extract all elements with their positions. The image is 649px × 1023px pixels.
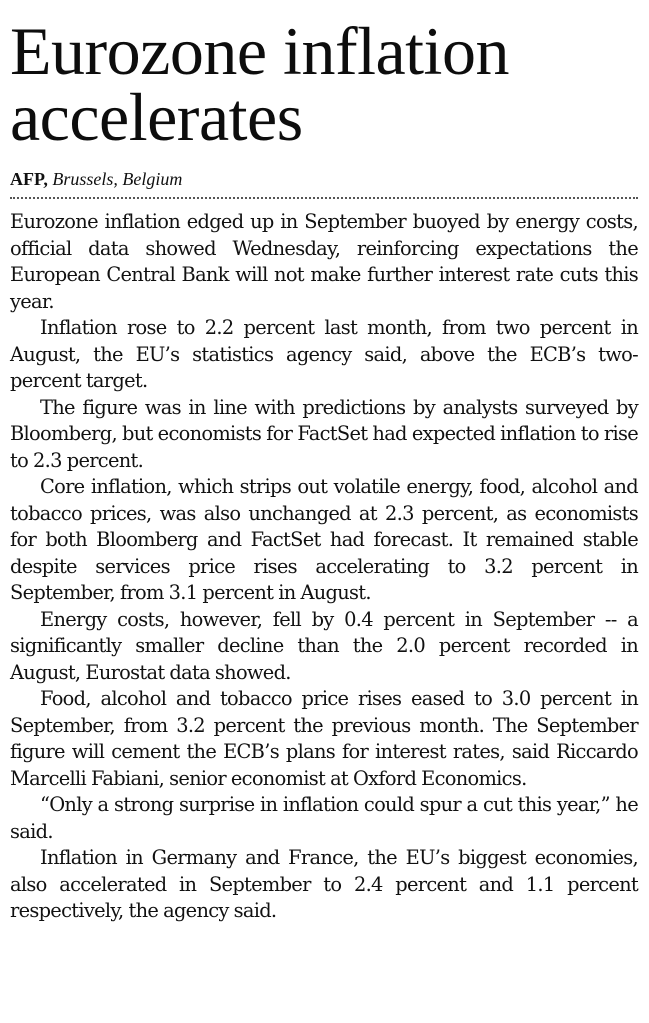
byline-agency: AFP, <box>10 169 48 189</box>
paragraph: Energy costs, however, fell by 0.4 percent in September -- a significantly smaller decline than the 2.0 percent recorded in August, Eurostat data showed. <box>10 607 638 684</box>
news-article <box>10 13 638 925</box>
paragraph: The figure was in line with predictions by analysts surveyed by Bloomberg, but economists for FactSet had expected inflation to rise to 2.3 percent. <box>10 395 638 472</box>
paragraph-lead: Eurozone inflation edged up in September buoyed by energy costs, official data showed Wednesday, reinforcing expectations the European Central Bank will not make further interest rate cuts this year. <box>10 210 638 313</box>
headline: Eurozone inflation accelerates <box>10 13 509 155</box>
byline-place: Brussels, Belgium <box>52 169 183 189</box>
article-body <box>10 209 638 925</box>
dotted-divider <box>10 197 638 199</box>
byline <box>10 168 638 190</box>
paragraph: Inflation in Germany and France, the EU’s biggest economies, also accelerated in September to 2.4 percent and 1.1 percent respectively, the agency said. <box>10 846 638 922</box>
paragraph: Inflation rose to 2.2 percent last month, from two percent in August, the EU’s statistics agency said, above the ECB’s two-percent target. <box>10 316 638 392</box>
paragraph: Food, alcohol and tobacco price rises eased to 3.0 percent in September, from 3.2 percent the previous month. The September figure will cement the ECB’s plans for interest rates, said Riccardo Marcelli Fabiani, senior economist at Oxford Economics. <box>10 687 638 790</box>
paragraph: Core inflation, which strips out volatile energy, food, alcohol and tobacco prices, was also unchanged at 2.3 percent, as economists for both Bloomberg and FactSet had forecast. It remained stable despite services price rises accelerating to 3.2 percent in September, from 3.1 percent in August. <box>10 475 638 604</box>
paragraph-quote: “Only a strong surprise in inflation could spur a cut this year,” he said. <box>10 793 638 843</box>
